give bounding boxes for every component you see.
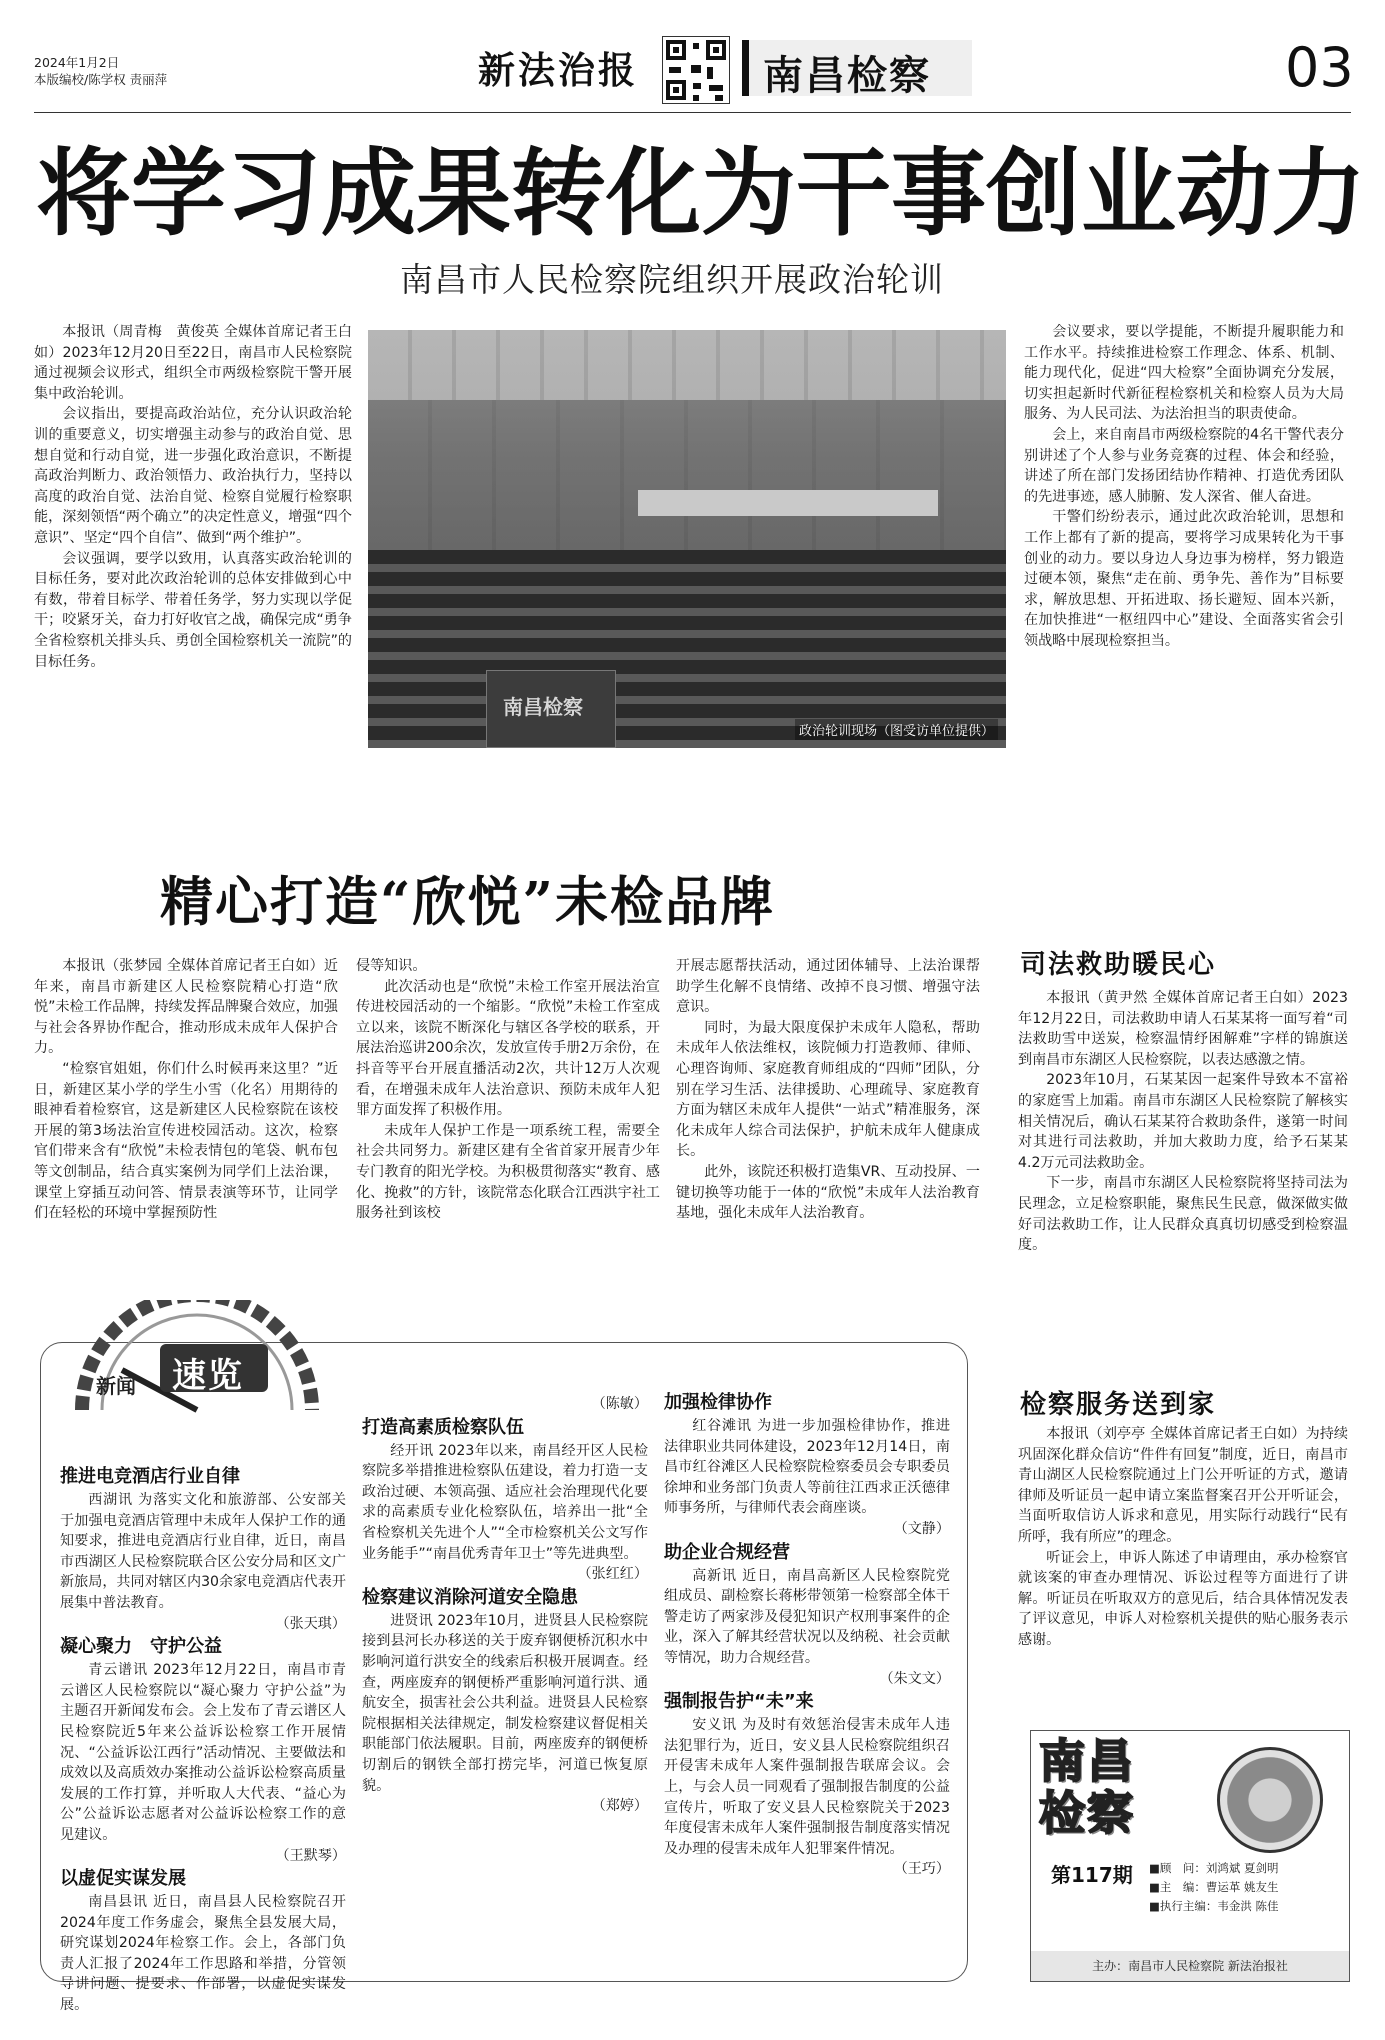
news-body: 进贤讯 2023年10月，进贤县人民检察院接到县河长办移送的关于废弃钢便桥沉积水中影响河道行洪安全的线索后积极开展调查。经查，两座废弃的钢便桥严重影响河道行洪、通航安全，损害社会公共利益。进贤县人民检察院根据相关法律规定，制发检察建议督促相关职能部门依法履职。目前，两座废弃的钢便桥切割后的钢铁全部打捞完毕，河道已恢复原貌。 (362, 1612, 648, 1794)
paragraph: 侵等知识。 (356, 958, 427, 974)
news-body: 经开讯 2023年以来，南昌经开区人民检察院多举措推进检察队伍建设，着力打造一支政治过硬、本领高强、适应社会治理现代化要求的高素质专业化检察队伍，培养出一批“全省检察机关先进个人”“全市检察机关公文写作业务能手”“南昌优秀青年卫士”等先进典型。 (362, 1442, 648, 1562)
paragraph: 2023年10月，石某某因一起案件导致本不富裕的家庭雪上加霜。南昌市东湖区人民检察院了解核实相关情况后，确认石某某符合救助条件，遂第一时间对其进行司法救助，并加大救助力度，给予石某某4.2万元司法救助金。 (1018, 1072, 1348, 1171)
news-col1 (60, 1464, 346, 2016)
paragraph: 同时，为最大限度保护未成年人隐私，帮助未成年人依法维权，该院倾力打造教师、律师、心理咨询师、家庭教育师组成的“四师”团队，分别在学习生活、法律援助、心理疏导、家庭教育方面为辖区未成年人提供“一站式”精准服务，深化未成年人综合司法保护，护航未成年人健康成长。 (676, 1019, 980, 1160)
paragraph: 本报讯（黄尹然 全媒体首席记者王白如）2023年12月22日，司法救助申请人石某某将一面写着“司法救助雪中送炭，检察温情纾困解难”字样的锦旗送到南昌市东湖区人民检察院，以表达感激之情。 (1018, 990, 1348, 1068)
qr-code-icon (662, 36, 730, 104)
paragraph: 听证会上，申诉人陈述了申请理由，承办检察官就该案的审查办理情况、诉讼过程等方面进行了讲解。听证员在听取双方的意见后，结合具体情况发表了评议意见，申诉人对检察机关提供的贴心服务表示感谢。 (1018, 1549, 1348, 1648)
news-title: 助企业合规经营 (664, 1541, 790, 1563)
article2-headline: 精心打造“欣悦”未检品牌 (160, 871, 775, 933)
paragraph: 干警们纷纷表示，通过此次政治轮训，思想和工作上都有了新的提高，要将学习成果转化为干事创业的动力。要以身边人身边事为榜样，努力锻造过硬本领，聚焦“走在前、勇争先、善作为”目标要求，解放思想、开拓进取、扬长避短、固本兴新，在加快推进“一枢纽四中心”建设、全面落实省会引领战略中展现检察担当。 (1024, 509, 1344, 649)
paragraph: 本报讯（刘亭亭 全媒体首席记者王白如）为持续巩固深化群众信访“件件有回复”制度，近日，南昌市青山湖区人民检察院通过上门公开听证的方式，邀请律师及听证员一起申请立案监督案召开公开听证会，当面听取信访人诉求和意见，用实际行动践行“民有所呼，我有所应”的理念。 (1018, 1426, 1348, 1545)
paragraph: 未成年人保护工作是一项系统工程，需要全社会共同努力。新建区建有全省首家开展青少年专门教育的阳光学校。为积极贯彻落实“教育、感化、挽救”的方针，该院常态化联合江西洪宇社工服务社到该校 (356, 1122, 660, 1222)
photo-caption: 政治轮训现场（图受访单位提供） (795, 719, 998, 740)
article1-col3 (1024, 322, 1344, 652)
podium-sign: 南昌检察 (486, 670, 616, 748)
staff-list: ■顾 问：刘鸿斌 夏剑明 ■主 编：曹运革 姚友生 ■执行主编：韦金洪 陈佳 (1149, 1861, 1279, 1913)
news-author: （王巧） (893, 1861, 950, 1878)
article3-body (1018, 988, 1348, 1256)
paragraph: 本报讯（张梦园 全媒体首席记者王白如）近年来，南昌市新建区人民检察院精心打造“欣悦”未检工作品牌，持续发挥品牌聚合效应，加强与社会各界协作配合，推动形成未成年人保护合力。 (34, 958, 338, 1057)
paragraph: 下一步，南昌市东湖区人民检察院将坚持司法为民理念，立足检察职能，聚焦民生民意，做深做实做好司法救助工作，让人民群众真真切切感受到检察温度。 (1018, 1175, 1348, 1254)
news-title: 推进电竞酒店行业自律 (60, 1466, 240, 1487)
news-body: 西湖讯 为落实文化和旅游部、公安部关于加强电竞酒店管理中未成年人保护工作的通知要求，推进电竞酒店行业自律，近日，南昌市西湖区人民检察院联合区公安分局和区文广新旅局，共同对辖区内30余家电竞酒店代表开展集中普法教育。 (60, 1492, 346, 1611)
page-editors: 本版编校/陈学权 责丽萍 (34, 72, 168, 87)
paragraph: 开展志愿帮扶活动，通过团体辅导、上法治课帮助学生化解不良情绪、改掉不良习惯、增强守法意识。 (676, 958, 980, 1016)
dateline (34, 54, 167, 88)
article1-col1 (34, 322, 352, 672)
news-author: （张天琪） (275, 1615, 346, 1632)
article4-headline: 检察服务送到家 (1020, 1390, 1217, 1420)
column-logo-box (1030, 1730, 1350, 1982)
host-line: 主办：南昌市人民检察院 新法治报社 (1031, 1951, 1349, 1981)
quick-read-badge: 速览 (160, 1344, 268, 1392)
meeting-photo (368, 330, 1006, 748)
paragraph: 会议要求，要以学提能，不断提升履职能力和工作水平。持续推进检察工作理念、体系、机制、能力现代化，促进“四大检察”全面协调充分发展，切实担起新时代新征程检察机关和检察人员为大局服务、为人民司法、为法治担当的职责使命。 (1024, 324, 1344, 423)
issue-date: 2024年1月2日 (34, 55, 120, 70)
news-body: 青云谱讯 2023年12月22日，南昌市青云谱区人民检察院以“凝心聚力 守护公益”为主题召开新闻发布会。会上发布了青云谱区人民检察院近5年来公益诉讼检察工作开展情况、“公益诉讼江西行”活动情况、主要做法和成效以及高质效办案推动公益诉讼检察高质量发展的工作打算，并听取人大代表、“益心为公”公益诉讼志愿者对公益诉讼检察工作的意见建议。 (60, 1662, 346, 1843)
paragraph: “检察官姐姐，你们什么时候再来这里？”近日，新建区某小学的学生小雪（化名）用期待的眼神看着检察官，这是新建区人民检察院在该校开展的第3场法治宣传进校园活动。这次，检察官们带来含有“欣悦”未检表情包的笔袋、帆布包等文创制品，结合真实案例为同学们上法治课，课堂上穿插互动问答、情景表演等环节，让同学们在轻松的环境中掌握预防性 (34, 1060, 338, 1222)
article2-col2 (356, 956, 660, 1224)
news-author: （张红红） (577, 1566, 648, 1583)
section-tag (742, 40, 972, 99)
header-divider (34, 112, 1351, 113)
news-body: 南昌县讯 近日，南昌县人民检察院召开2024年度工作务虚会，聚焦全县发展大局，研究谋划2024年检察工作。会上，各部门负责人汇报了2024年工作思路和举措，分管领导讲问题、提要求、作部署，以虚促实谋发展。 (60, 1894, 346, 2014)
news-author: （王默琴） (275, 1847, 346, 1864)
main-subheadline: 南昌市人民检察院组织开展政治轮训 (400, 260, 944, 299)
article2-col1 (34, 956, 338, 1224)
paragraph: 此次活动也是“欣悦”未检工作室开展法治宣传进校园活动的一个缩影。“欣悦”未检工作室成立以来，该院不断深化与辖区各学校的联系，开展法治巡讲200余次，发放宣传手册2万余份，在抖音等平台开展直播活动2次，共计12万人次观看，在增强未成年人法治意识、预防未成年人犯罪方面发挥了积极作用。 (356, 978, 660, 1119)
news-label: 新闻 (96, 1374, 136, 1398)
article3-headline: 司法救助暖民心 (1020, 950, 1217, 980)
news-title: 凝心聚力 守护公益 (60, 1636, 222, 1658)
page-number: 03 (1285, 36, 1354, 99)
newspaper-masthead: 新法治报 (478, 48, 638, 92)
news-col3 (664, 1390, 950, 1880)
news-body: 安义讯 为及时有效惩治侵害未成年人违法犯罪行为，近日，安义县人民检察院组织召开侵害未成年人案件强制报告联席会议。会上，与会人员一同观看了强制报告制度的公益宣传片，听取了安义县人民检察院关于2023年度侵害未成年人案件强制报告制度落实情况及办理的侵害未成年人犯罪案件情况。 (664, 1717, 950, 1857)
section-name: 南昌检察 (763, 53, 931, 99)
column-logo-title: 南昌 检察 (1039, 1734, 1135, 1840)
news-title: 以虚促实谋发展 (60, 1868, 186, 1890)
news-title: 检察建议消除河道安全隐患 (362, 1586, 578, 1608)
issue-number: 第117期 (1051, 1863, 1133, 1887)
article2-col3 (676, 956, 980, 1224)
news-author: （朱文文） (879, 1670, 950, 1687)
procuratorate-emblem-icon (1217, 1747, 1323, 1853)
news-author: （文静） (893, 1520, 950, 1537)
news-title: 强制报告护“未”来 (664, 1691, 814, 1713)
news-author: （陈敏） (591, 1396, 648, 1412)
paragraph: 会议指出，要提高政治站位，充分认识政治轮训的重要意义，切实增强主动参与的政治自觉、思想自觉和行动自觉，进一步强化政治意识，不断提高政治判断力、政治领悟力、政治执行力，坚持以高度的政治自觉、法治自觉、检察自觉履行检察职能，深刻领悟“两个确立”的决定性意义，增强“四个意识”、坚定“四个自信”、做到“两个维护”。 (34, 406, 352, 546)
news-author: （郑婷） (591, 1798, 648, 1815)
news-body: 高新讯 近日，南昌高新区人民检察院党组成员、副检察长蒋彬带领第一检察部全体干警走访了两家涉及侵犯知识产权刑事案件的企业，深入了解其经营状况以及纳税、社会贡献等情况，助力合规经营。 (664, 1567, 950, 1666)
paragraph: 会上，来自南昌市两级检察院的4名干警代表分别讲述了个人参与业务竞赛的过程、体会和经验，讲述了所在部门发扬团结协作精神、打造优秀团队的先进事迹，感人肺腑、发人深省、催人奋进。 (1024, 426, 1344, 505)
paragraph: 会议强调，要学以致用，认真落实政治轮训的目标任务，要对此次政治轮训的总体安排做到心中有数，带着目标学、带着任务学，努力实现以学促干；咬紧牙关，奋力打好收官之战，确保完成“勇争全省检察机关排头兵、勇创全国检察机关一流院”的目标任务。 (34, 550, 352, 670)
news-title: 打造高素质检察队伍 (362, 1416, 524, 1438)
news-title: 加强检律协作 (664, 1392, 772, 1413)
news-body: 红谷滩讯 为进一步加强检律协作，推进法律职业共同体建设，2023年12月14日，南昌市红谷滩区人民检察院检察委员会专职委员徐坤和业务部门负责人等前往江西求正沃德律师事务所，与律师代表会商座谈。 (664, 1418, 950, 1517)
paragraph: 本报讯（周青梅 黄俊英 全媒体首席记者王白如）2023年12月20日至22日，南昌市人民检察院通过视频会议形式，组织全市两级检察院干警开展集中政治轮训。 (34, 324, 352, 402)
article4-body (1018, 1424, 1348, 1651)
main-headline: 将学习成果转化为干事创业动力 (36, 139, 1367, 249)
news-col2 (362, 1394, 648, 1817)
paragraph: 此外，该院还积极打造集VR、互动投屏、一键切换等功能于一体的“欣悦”未成年人法治教育基地，强化未成年人法治教育。 (676, 1163, 980, 1222)
